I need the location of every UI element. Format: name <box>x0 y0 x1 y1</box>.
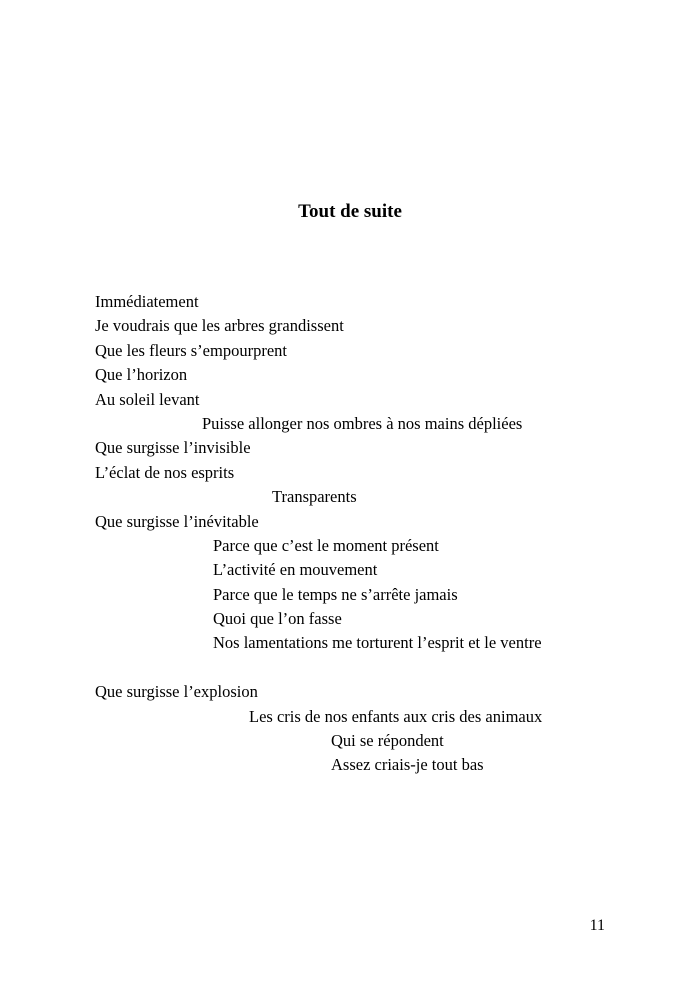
poem-line: L’activité en mouvement <box>213 560 378 580</box>
poem-line: Les cris de nos enfants aux cris des animaux <box>249 706 543 726</box>
poem-line: Nos lamentations me torturent l’esprit et le ventre <box>213 633 542 653</box>
poem-line: Que surgisse l’explosion <box>95 682 258 702</box>
poem-body <box>95 290 655 778</box>
poem-line: Transparents <box>272 487 357 507</box>
poem-line: Que les fleurs s’empourprent <box>95 340 287 360</box>
poem-line: Immédiatement <box>95 292 199 311</box>
poem-line: Qui se répondent <box>331 731 444 751</box>
poem-line: Parce que c’est le moment présent <box>213 535 439 555</box>
poem-line: Que surgisse l’inévitable <box>95 511 259 531</box>
stanza-break <box>95 656 655 680</box>
poem-line: Que l’horizon <box>95 365 188 385</box>
poem-line: Je voudrais que les arbres grandissent <box>95 316 344 336</box>
poem-line: Parce que le temps ne s’arrête jamais <box>213 584 458 604</box>
poem-line: Quoi que l’on fasse <box>213 609 342 629</box>
poem-line: Que surgisse l’invisible <box>95 438 251 458</box>
poem-line: Au soleil levant <box>95 389 200 409</box>
poem-title: Tout de suite <box>298 201 402 222</box>
poem-line: Assez criais-je tout bas <box>331 755 484 775</box>
page-number: 11 <box>589 917 605 934</box>
poem-line: L’éclat de nos esprits <box>95 462 235 482</box>
poem-line: Puisse allonger nos ombres à nos mains dépliées <box>202 413 523 433</box>
